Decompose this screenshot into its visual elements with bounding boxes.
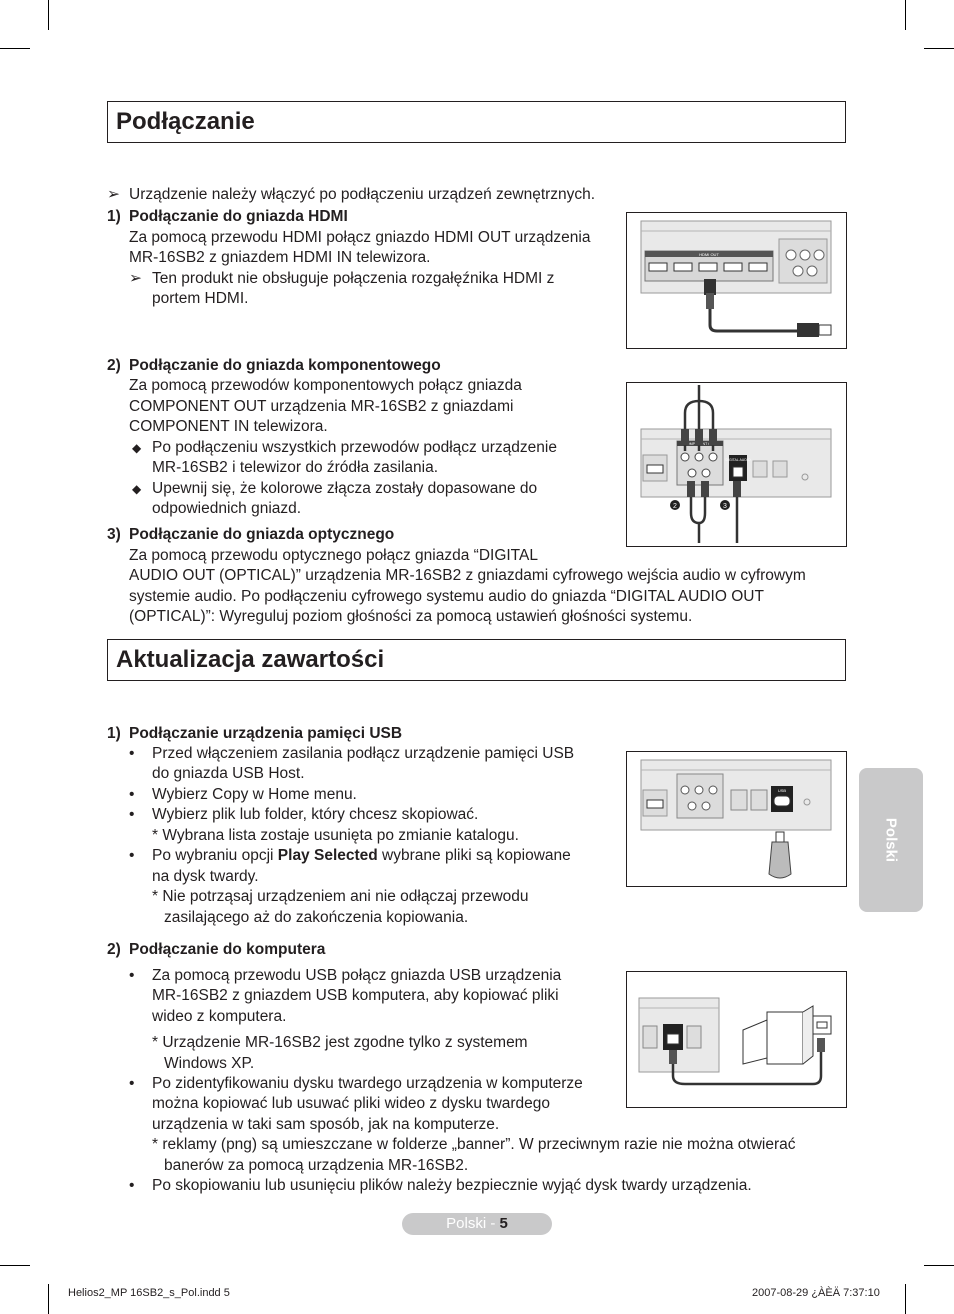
optical-heading: Podłączanie do gniazda optycznego — [129, 526, 395, 543]
component-heading: Podłączanie do gniazda komponentowego — [129, 357, 441, 374]
usb-note: zasilającego aż do zakończenia kopiowania. — [164, 909, 469, 926]
bullet-icon: • — [129, 786, 135, 803]
hdmi-out-label: HDMI OUT — [699, 252, 719, 257]
pc-connection-figure — [626, 971, 847, 1108]
usb-bullet: do gniazda USB Host. — [152, 765, 305, 782]
usb-bullet: na dysk twardy. — [152, 868, 259, 885]
usb-bullet — [152, 846, 571, 867]
usb-bullet: Wybierz plik lub folder, który chcesz skopiować. — [152, 806, 479, 823]
crop-mark — [48, 1284, 49, 1314]
intro-note: Urządzenie należy włączyć po podłączeniu urządzeń zewnętrznych. — [129, 186, 596, 203]
play-selected-label: Play Selected — [277, 847, 378, 864]
component-diagram — [627, 383, 845, 545]
pc-note: banerów za pomocą urządzenia MR-16SB2. — [164, 1157, 469, 1174]
page-lang: Polski - — [446, 1215, 500, 1232]
pc-bullet: można kopiować lub usuwać pliki wideo z dysku twardego — [152, 1095, 551, 1112]
hdmi-text: Za pomocą przewodu HDMI połącz gniazdo HDMI OUT urządzenia — [129, 229, 591, 246]
component-bullet: MR-16SB2 i telewizor do źródła zasilania. — [152, 459, 439, 476]
component-text: Za pomocą przewodów komponentowych połącz gniazda — [129, 377, 522, 394]
step-number: 1) — [107, 725, 121, 742]
usb-bullet: Przed włączeniem zasilania podłącz urządzenie pamięci USB — [152, 745, 575, 762]
bullet-icon: • — [129, 1177, 135, 1194]
pc-bullet: urządzenia w taki sam sposób, jak na komputerze. — [152, 1116, 500, 1133]
arrow-icon: ➢ — [107, 186, 120, 203]
pc-note: Windows XP. — [164, 1055, 255, 1072]
marker-two: 2 — [673, 503, 677, 510]
footer-timestamp: 2007-08-29 ¿ÀÈÄ 7:37:10 — [752, 1287, 880, 1299]
usb-bullet: Wybierz Copy w Home menu. — [152, 786, 357, 803]
language-tab — [859, 768, 923, 912]
pc-diagram — [627, 972, 845, 1106]
diamond-icon: ◆ — [132, 441, 142, 455]
optical-text: (OPTICAL)”: Wyreguluj poziom głośności za pomocą ustawień głośności systemu. — [129, 608, 693, 625]
crop-mark — [0, 1265, 30, 1266]
optical-text: AUDIO OUT (OPTICAL)” urządzenia MR-16SB2 z gniazdami cyfrowego wejścia audio w cyfrowym — [129, 567, 806, 584]
step-number: 2) — [107, 357, 121, 374]
usb-diagram — [627, 752, 845, 885]
hdmi-heading: Podłączanie do gniazda HDMI — [129, 208, 348, 225]
usb-heading: Podłączanie urządzenia pamięci USB — [129, 725, 403, 742]
step-number: 1) — [107, 208, 121, 225]
pc-bullet: wideo z komputera. — [152, 1008, 287, 1025]
bullet-icon: • — [129, 967, 135, 984]
usb-note: * Nie potrząsaj urządzeniem ani nie odłączaj przewodu — [152, 888, 529, 905]
crop-mark — [905, 0, 906, 30]
bullet-icon: • — [129, 745, 135, 762]
bullet-icon: • — [129, 1075, 135, 1092]
digital-audio-label: DIGITAL AUDIO — [725, 458, 751, 462]
pc-bullet: Po skopiowaniu lub usunięciu plików należy bezpiecznie wyjąć dysk twardy urządzenia. — [152, 1177, 752, 1194]
language-tab-label: Polski — [882, 817, 900, 863]
component-text: COMPONENT IN telewizora. — [129, 418, 328, 435]
component-bullet: Upewnij się, że kolorowe złącza zostały dopasowane do — [152, 480, 538, 497]
diamond-icon: ◆ — [132, 482, 142, 496]
component-bullet: Po podłączeniu wszystkich przewodów podłącz urządzenie — [152, 439, 557, 456]
hdmi-diagram — [627, 213, 845, 347]
page-num: 5 — [499, 1215, 508, 1232]
usb-note: * Wybrana lista zostaje usunięta po zmianie katalogu. — [152, 827, 519, 844]
pc-bullet: MR-16SB2 z gniazdem USB komputera, aby kopiować pliki — [152, 987, 559, 1004]
page-number — [402, 1213, 552, 1235]
usb-port-label: USB — [777, 788, 787, 793]
crop-mark — [905, 1284, 906, 1314]
component-connection-figure — [626, 382, 847, 547]
marker-three: 3 — [723, 503, 727, 510]
footer-filename: Helios2_MP 16SB2_s_Pol.indd 5 — [68, 1287, 230, 1299]
hdmi-note: portem HDMI. — [152, 290, 249, 307]
section-title-connecting: Podłączanie — [107, 101, 846, 143]
hdmi-text: MR-16SB2 z gniazdem HDMI IN telewizora. — [129, 249, 431, 266]
optical-text: Za pomocą przewodu optycznego połącz gniazda “DIGITAL — [129, 547, 538, 564]
crop-mark — [924, 48, 954, 49]
usb-connection-figure — [626, 751, 847, 887]
pc-note: * Urządzenie MR-16SB2 jest zgodne tylko z systemem — [152, 1034, 528, 1051]
step-number: 3) — [107, 526, 121, 543]
crop-mark — [924, 1265, 954, 1266]
component-text: COMPONENT OUT urządzenia MR-16SB2 z gniazdami — [129, 398, 514, 415]
usb-bullet-prefix: Po wybraniu opcji — [152, 847, 278, 864]
step-number: 2) — [107, 941, 121, 958]
component-bullet: odpowiednich gniazd. — [152, 500, 302, 517]
pc-bullet: Za pomocą przewodu USB połącz gniazda USB urządzenia — [152, 967, 562, 984]
crop-mark — [48, 0, 49, 30]
usb-bullet-suffix: wybrane pliki są kopiowane — [377, 847, 571, 864]
optical-text: systemie audio. Po podłączeniu cyfrowego systemu audio do gniazda “DIGITAL AUDIO OUT — [129, 588, 764, 605]
pc-note: * reklamy (png) są umieszczane w folderze „banner”. W przeciwnym razie nie można otwierać — [152, 1136, 796, 1153]
bullet-icon: • — [129, 847, 135, 864]
bullet-icon: • — [129, 806, 135, 823]
section-title-content-update: Aktualizacja zawartości — [107, 639, 846, 681]
crop-mark — [0, 48, 30, 49]
hdmi-connection-figure — [626, 212, 847, 349]
hdmi-note: Ten produkt nie obsługuje połączenia rozgałęźnika HDMI z — [152, 270, 555, 287]
pc-heading: Podłączanie do komputera — [129, 941, 326, 958]
pc-bullet: Po zidentyfikowaniu dysku twardego urządzenia w komputerze — [152, 1075, 583, 1092]
arrow-icon: ➢ — [129, 270, 142, 287]
